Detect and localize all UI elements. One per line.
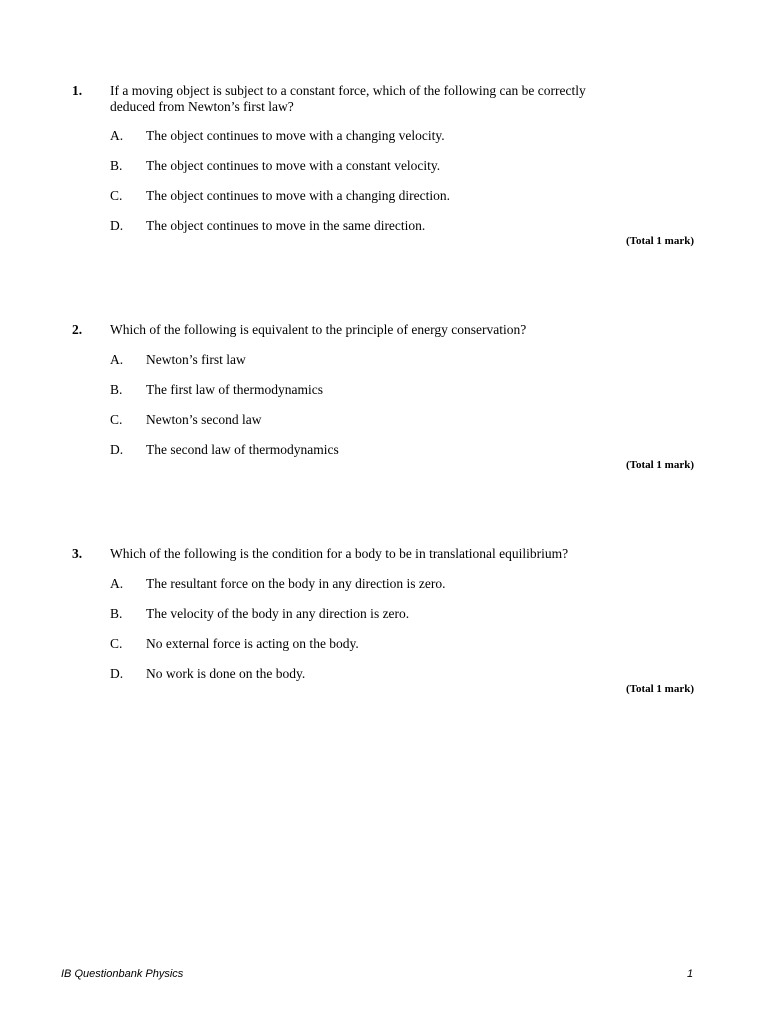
question-number: 2.: [72, 322, 83, 337]
option-text: Newton’s second law: [146, 412, 262, 427]
option-letter: D.: [110, 442, 124, 457]
option-a: [72, 576, 632, 592]
question-number: 1.: [72, 83, 83, 98]
option-text: The velocity of the body in any direction is zero.: [146, 606, 410, 621]
option-text: The object continues to move with a changing velocity.: [146, 128, 445, 143]
option-c: [72, 412, 632, 428]
total-marks: (Total 1 mark): [625, 459, 694, 471]
option-letter: A.: [110, 352, 124, 367]
question-text: Which of the following is equivalent to the principle of energy conservation?: [110, 322, 527, 337]
question-number: 3.: [72, 546, 83, 561]
option-text: The object continues to move with a constant velocity.: [146, 158, 441, 173]
option-text: The resultant force on the body in any direction is zero.: [146, 576, 446, 591]
option-letter: D.: [110, 666, 124, 681]
total-marks: (Total 1 mark): [625, 683, 694, 695]
option-text: Newton’s first law: [146, 352, 246, 367]
option-text: The object continues to move in the same direction.: [146, 218, 426, 233]
option-letter: B.: [110, 606, 123, 621]
option-a: [72, 352, 632, 368]
option-text: The first law of thermodynamics: [146, 382, 323, 397]
question-text: Which of the following is the condition for a body to be in translational equilibrium?: [110, 546, 569, 561]
option-b: [72, 158, 632, 174]
option-d: [72, 442, 632, 458]
option-c: [72, 188, 632, 204]
option-text: The second law of thermodynamics: [146, 442, 339, 457]
question-1: [72, 83, 696, 248]
option-letter: C.: [110, 636, 123, 651]
option-letter: B.: [110, 158, 123, 173]
option-letter: D.: [110, 218, 124, 233]
option-c: [72, 636, 632, 652]
option-d: [72, 666, 632, 682]
footer-source: IB Questionbank Physics: [61, 968, 184, 980]
option-letter: A.: [110, 128, 124, 143]
question-text: If a moving object is subject to a constant force, which of the following can be correctly deduced from Newton’s first law?: [110, 83, 586, 114]
question-3: [72, 546, 696, 696]
option-b: [72, 606, 632, 622]
option-letter: C.: [110, 412, 123, 427]
option-text: The object continues to move with a changing direction.: [146, 188, 451, 203]
option-d: [72, 218, 632, 234]
total-marks: (Total 1 mark): [625, 235, 694, 247]
option-text: No work is done on the body.: [146, 666, 306, 681]
option-text: No external force is acting on the body.: [146, 636, 359, 651]
page-number: 1: [687, 968, 694, 980]
option-b: [72, 382, 632, 398]
option-a: [72, 128, 632, 144]
option-letter: B.: [110, 382, 123, 397]
option-letter: C.: [110, 188, 123, 203]
option-letter: A.: [110, 576, 124, 591]
question-2: [72, 322, 696, 472]
